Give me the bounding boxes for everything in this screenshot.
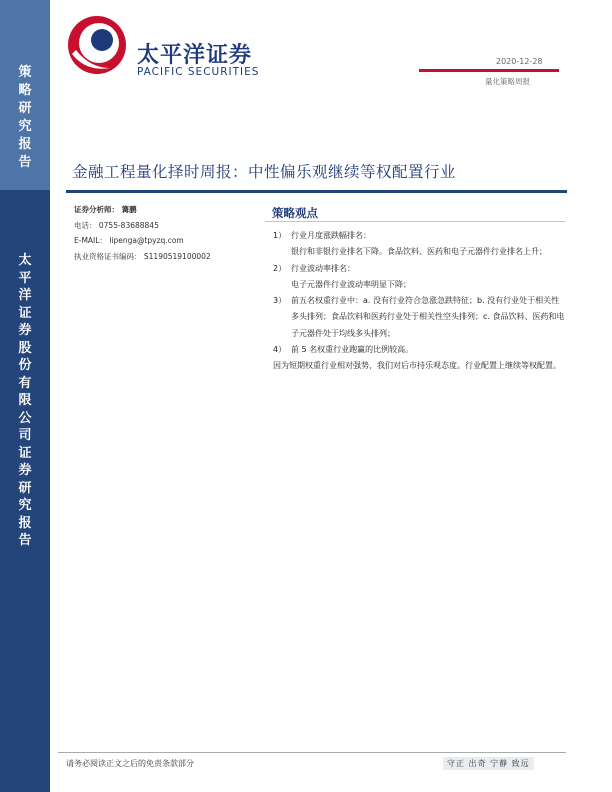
point-number: 3） bbox=[273, 296, 287, 306]
conclusion-text: 因为短期权重行业相对强势，我们对后市持乐观态度。行业配置上继续等权配置。 bbox=[273, 361, 561, 371]
strategy-points bbox=[273, 228, 567, 375]
point-text: 前 5 名权重行业跑赢的比例较高。 bbox=[291, 345, 414, 355]
section-divider bbox=[265, 221, 565, 222]
sidebar-company-label: 太 平 洋 证 券 股 份 有 限 公 司 证 券 研 究 报 告 bbox=[18, 253, 32, 548]
list-item bbox=[273, 228, 567, 261]
point-text: 前五名权重行业中：a. 没有行业符合急涨急跌特征；b. 没有行业处于相关性多头排列；食品饮料和医药行业处于相关性空头排列；c. 食品饮料、医药和电子元器件处于均线多头排列； bbox=[291, 296, 565, 338]
footer-divider bbox=[58, 752, 566, 753]
page-title: 金融工程量化择时周报：中性偏乐观继续等权配置行业 bbox=[72, 163, 457, 181]
title-divider bbox=[66, 190, 567, 193]
point-number: 1） bbox=[273, 231, 287, 240]
point-number: 2） bbox=[273, 263, 287, 273]
brand-name-cn: 太平洋证券 bbox=[137, 43, 253, 68]
point-detail: 银行和非银行业排名下降。食品饮料、医药和电子元器件行业排名上升； bbox=[291, 247, 547, 257]
point-text: 行业月度涨跌幅排名： bbox=[291, 231, 371, 240]
point-text: 行业波动率排名： bbox=[291, 263, 355, 273]
analyst-info bbox=[74, 202, 211, 264]
section-title: 策略观点 bbox=[272, 206, 318, 220]
analyst-license: 执业资格证书编码： S1190519100002 bbox=[74, 251, 211, 261]
analyst-name: 证券分析师： 篝鹏 bbox=[74, 205, 137, 214]
point-detail: 电子元器件行业波动率明显下降； bbox=[291, 279, 411, 289]
report-date: 2020-12-28 bbox=[496, 57, 543, 66]
analyst-phone: 电话： 0755-83688845 bbox=[74, 220, 159, 230]
list-item bbox=[273, 342, 567, 358]
footer-motto: 守正 出奇 宁静 致远 bbox=[443, 757, 534, 770]
point-number: 4） bbox=[273, 345, 287, 355]
header-red-divider bbox=[419, 69, 559, 72]
list-item bbox=[273, 261, 567, 294]
report-type: 量化策略周报 bbox=[485, 77, 530, 86]
footer-disclaimer: 请务必阅读正文之后的免责条款部分 bbox=[66, 759, 194, 768]
sidebar-report-label: 策 略 研 究 报 告 bbox=[18, 65, 32, 170]
list-item bbox=[273, 293, 567, 342]
pacific-logo-icon bbox=[66, 14, 128, 76]
analyst-email[interactable]: E-MAIL： lipenga@tpyzq.com bbox=[74, 236, 184, 246]
brand-name-en: PACIFIC SECURITIES bbox=[137, 66, 260, 78]
